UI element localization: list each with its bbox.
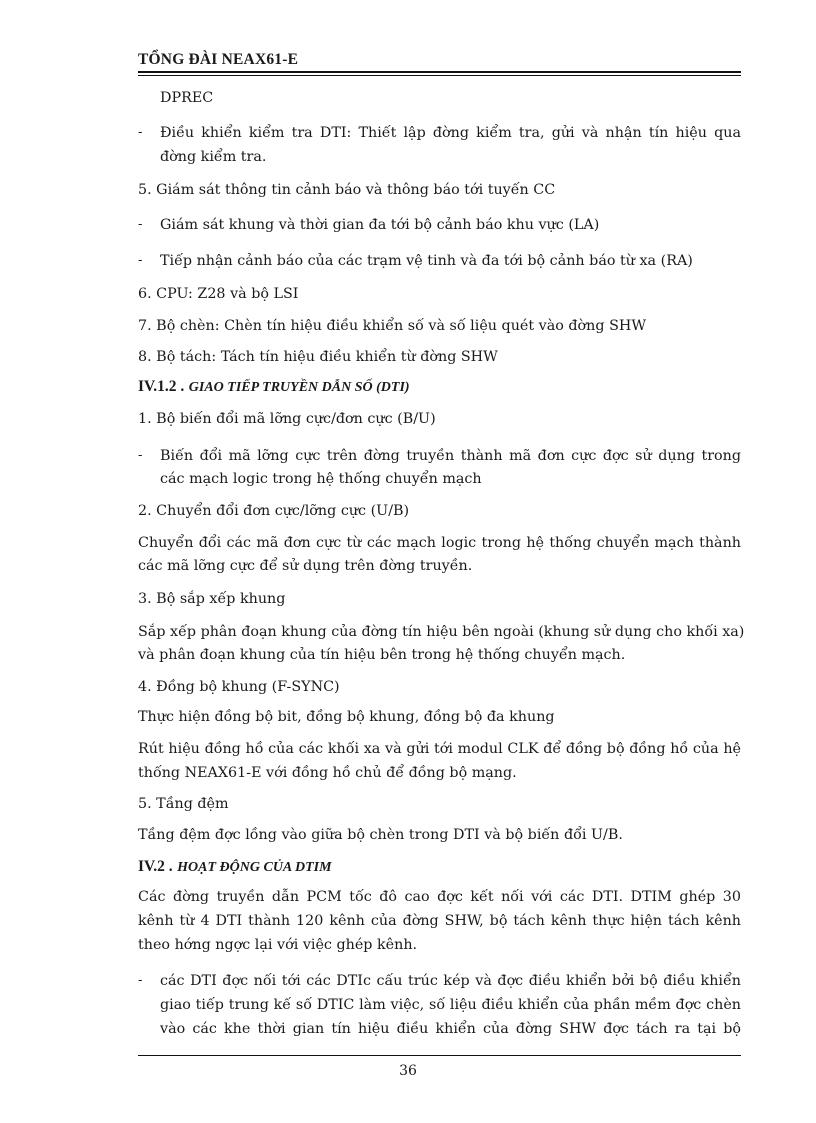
text-line: Thực hiện đồng bộ bit, đồng bộ khung, đồng bộ đa khung — [138, 709, 555, 725]
text-line: các mã lỡng cực để sử dụng trên đờng truyền. — [138, 558, 473, 574]
list-item: 8. Bộ tách: Tách tín hiệu điều khiển từ đờng SHW — [138, 349, 498, 365]
text-line: đờng kiểm tra. — [160, 149, 267, 165]
bullet-dash: - — [138, 217, 143, 232]
text-line: DPREC — [160, 90, 214, 106]
text-line: Rút hiệu đồng hồ của các khối xa và gửi tới modul CLK để đồng bộ đồng hồ của hệ — [138, 741, 741, 757]
list-item: 5. Giám sát thông tin cảnh báo và thông báo tới tuyến CC — [138, 182, 556, 198]
bullet-dash: - — [138, 448, 143, 463]
text-line: kênh từ 4 DTI thành 120 kênh của đờng SHW, bộ tách kênh thực hiện tách kênh — [138, 913, 741, 929]
section-heading — [138, 858, 332, 877]
text-line: các mạch logic trong hệ thống chuyển mạch — [160, 471, 482, 487]
header-rule-thin — [138, 75, 741, 76]
list-item: 5. Tầng đệm — [138, 796, 229, 812]
text-line: Các đờng truyền dẫn PCM tốc đô cao đợc kết nối với các DTI. DTIM ghép 30 — [138, 889, 741, 905]
page-number: 36 — [399, 1063, 417, 1079]
text-line: giao tiếp trung kế số DTIC làm việc, số liệu điều khiển của phần mềm đợc chèn — [160, 997, 741, 1013]
text-line: Giám sát khung và thời gian đa tới bộ cảnh báo khu vực (LA) — [160, 217, 600, 233]
section-title: HOẠT ĐỘNG CỦA DTIM — [177, 860, 332, 875]
bullet-dash: - — [138, 253, 143, 268]
text-line: Chuyển đổi các mã đơn cực từ các mạch logic trong hệ thống chuyển mạch thành — [138, 535, 741, 551]
bullet-dash: - — [138, 125, 143, 140]
text-line: Sắp xếp phân đoạn khung của đờng tín hiệu bên ngoài (khung sử dụng cho khối xa) — [138, 624, 745, 640]
running-header: TỔNG ĐÀI NEAX61-E — [138, 51, 299, 68]
header-rule-thick — [138, 71, 741, 73]
text-line: Tiếp nhận cảnh báo của các trạm vệ tinh và đa tới bộ cảnh báo từ xa (RA) — [160, 253, 693, 269]
text-line: Biến đổi mã lỡng cực trên đờng truyền thành mã đơn cực đợc sử dụng trong — [160, 448, 741, 464]
text-line: các DTI đợc nối tới các DTIc cấu trúc kép và đợc điều khiển bởi bộ điều khiển — [160, 973, 741, 989]
list-item: 2. Chuyển đổi đơn cực/lỡng cực (U/B) — [138, 503, 410, 519]
text-line: theo hớng ngợc lại với việc ghép kênh. — [138, 937, 418, 953]
text-line: Tầng đệm đợc lồng vào giữa bộ chèn trong DTI và bộ biến đổi U/B. — [138, 827, 623, 843]
text-line: thống NEAX61-E với đồng hồ chủ để đồng bộ mạng. — [138, 765, 517, 781]
list-item: 3. Bộ sắp xếp khung — [138, 591, 286, 607]
footer-rule — [138, 1055, 741, 1056]
list-item: 6. CPU: Z28 và bộ LSI — [138, 286, 299, 302]
list-item: 7. Bộ chèn: Chèn tín hiệu điều khiển số và số liệu quét vào đờng SHW — [138, 318, 647, 334]
section-number: IV.2 . — [138, 858, 173, 875]
list-item: 1. Bộ biến đổi mã lỡng cực/đơn cực (B/U) — [138, 411, 436, 427]
text-line: Điều khiển kiểm tra DTI: Thiết lập đờng kiểm tra, gửi và nhận tín hiệu qua — [160, 125, 741, 141]
text-line: và phân đoạn khung của tín hiệu bên trong hệ thống chuyển mạch. — [138, 647, 626, 663]
section-number: IV.1.2 . — [138, 378, 185, 395]
section-title: GIAO TIẾP TRUYỀN DẪN SỐ (DTI) — [188, 380, 410, 395]
list-item: 4. Đồng bộ khung (F-SYNC) — [138, 679, 340, 695]
text-line: vào các khe thời gian tín hiệu điều khiển của đờng SHW đợc tách ra tại bộ — [160, 1021, 741, 1037]
bullet-dash: - — [138, 973, 143, 988]
section-heading — [138, 378, 410, 397]
